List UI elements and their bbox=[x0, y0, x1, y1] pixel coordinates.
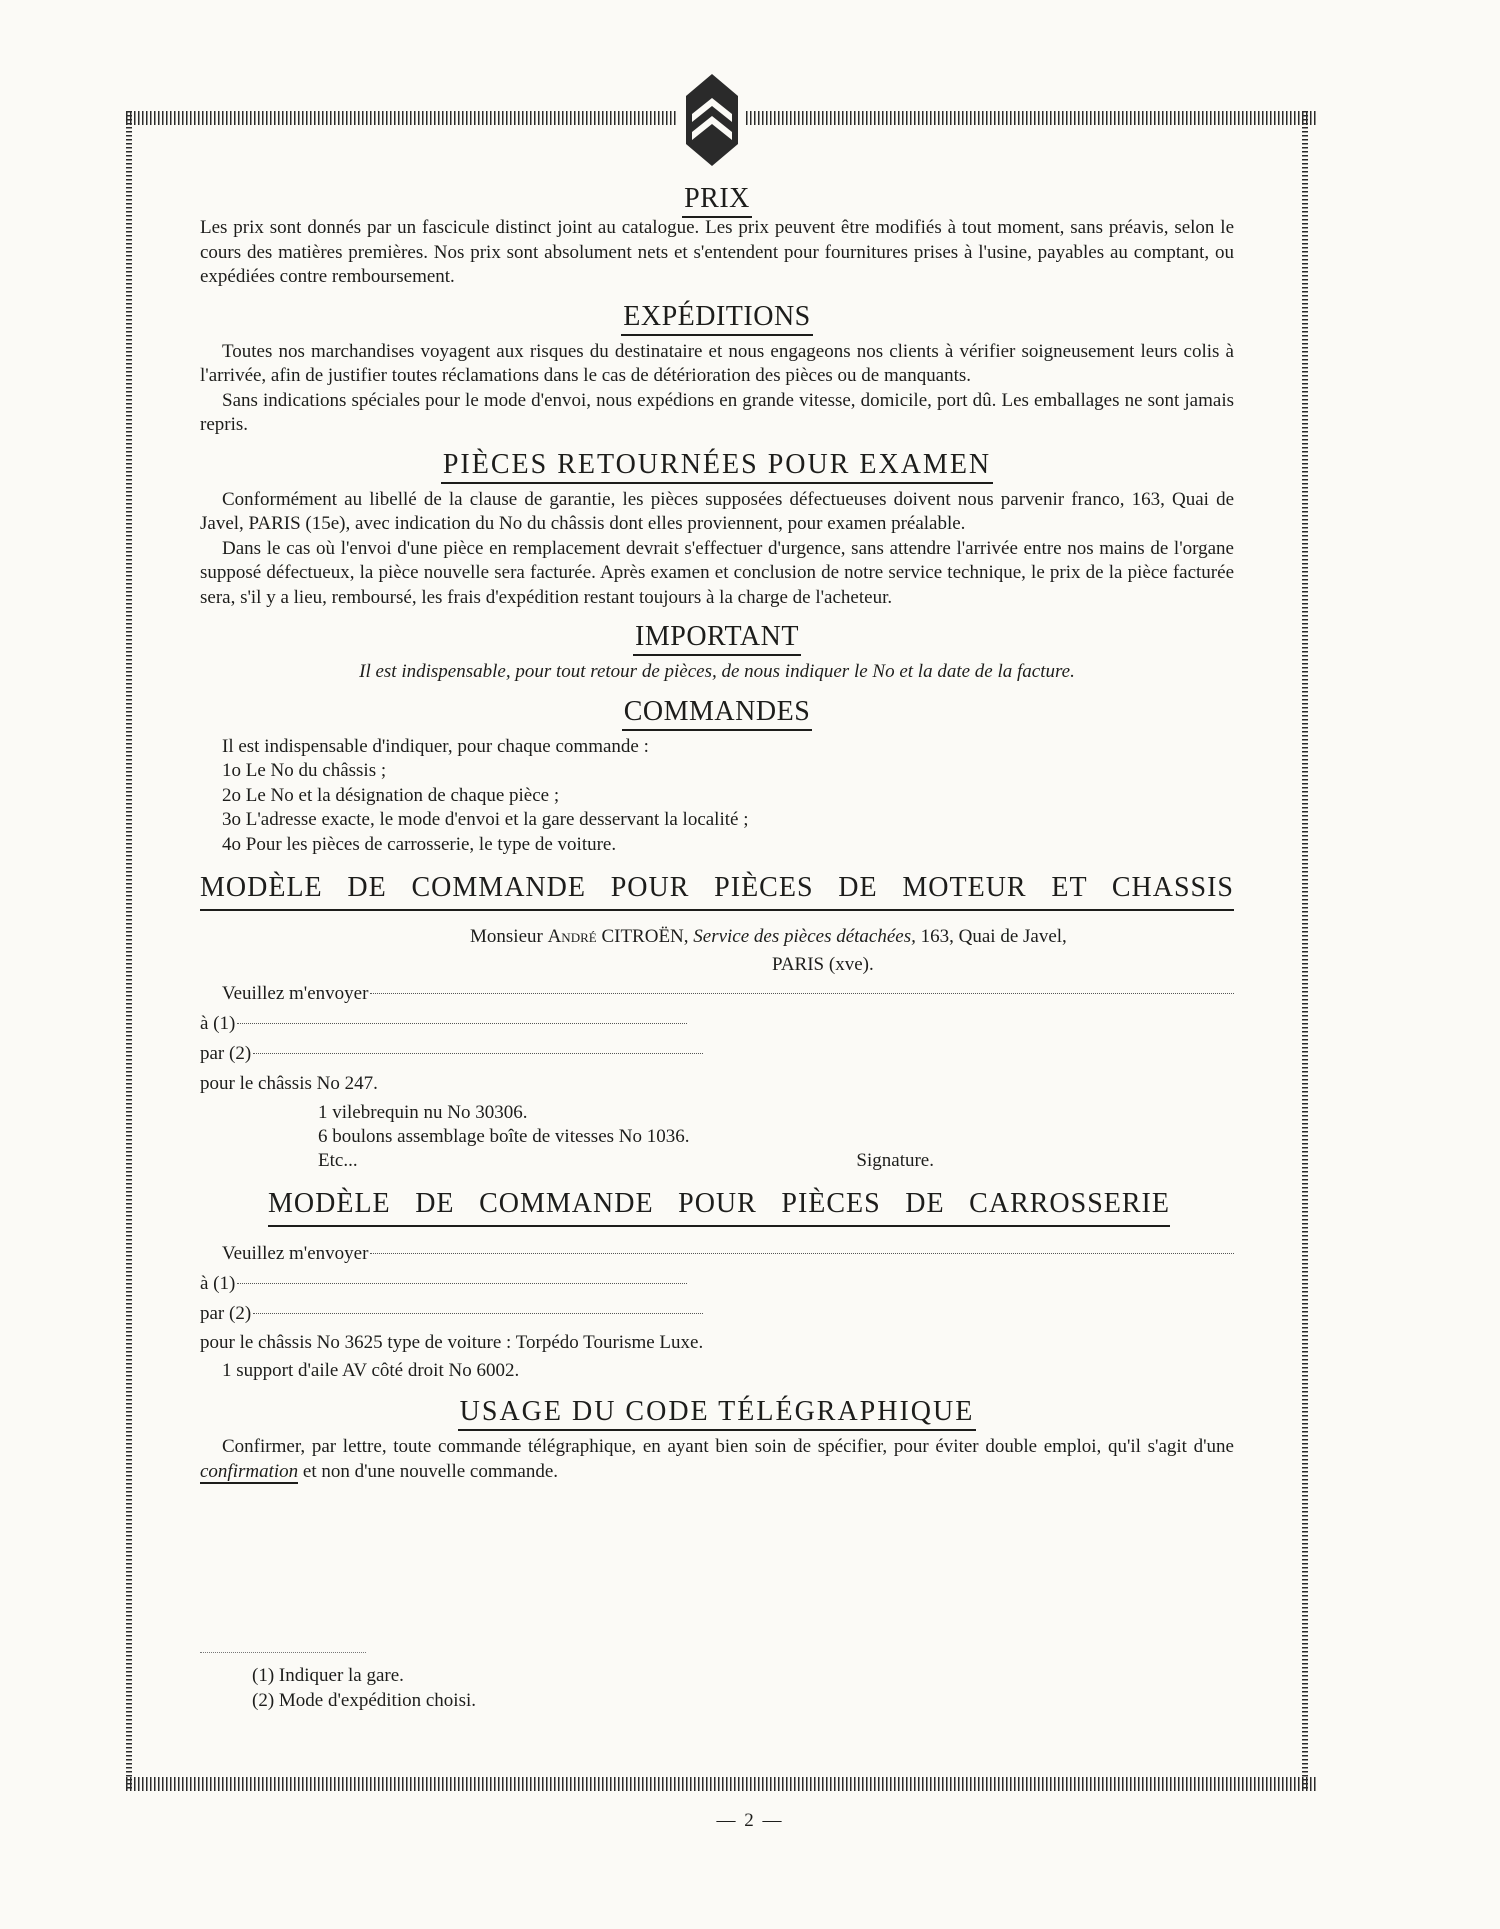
chassis-line: pour le châssis No 3625 type de voiture : Torpédo Tourisme Luxe. bbox=[200, 1332, 704, 1353]
page-number: — 2 — bbox=[716, 1810, 784, 1831]
heading-modele-moteur: MODÈLE DE COMMANDE POUR PIÈCES DE MOTEUR ET CHASSIS bbox=[200, 871, 1234, 911]
heading-modele-carrosserie: MODÈLE DE COMMANDE POUR PIÈCES DE CARROSSERIE bbox=[268, 1187, 1170, 1227]
expedition-field: par (2) bbox=[200, 1039, 1234, 1069]
gare-field: à (1) bbox=[200, 1009, 1234, 1039]
retour-text-2: Dans le cas où l'envoi d'une pièce en remplacement devrait s'effectuer d'urgence, sans attendre l'arrivée entre nos mains de l'organe supposé défectueux, la pièce nouvelle sera facturée. Après examen et conclusion de notre service technique, le prix de la pièce facturée sera, s'il y a lieu, remboursé, les frais d'expédition restant toujours à la charge de l'acheteur. bbox=[200, 537, 1234, 608]
commandes-intro: Il est indispensable d'indiquer, pour chaque commande : bbox=[222, 735, 649, 757]
heading-important: IMPORTANT bbox=[200, 620, 1234, 654]
important-text: Il est indispensable, pour tout retour de pièces, de nous indiquer le No et la date de la facture. bbox=[359, 661, 1075, 682]
list-item: 4o Pour les pièces de carrosserie, le type de voiture. bbox=[222, 833, 617, 855]
signature-label: Signature. bbox=[856, 1150, 934, 1171]
footnote: (2) Mode d'expédition choisi. bbox=[252, 1690, 476, 1711]
commandes-list bbox=[222, 759, 1234, 857]
list-item: 3o L'adresse exacte, le mode d'envoi et la gare desservant la localité ; bbox=[222, 809, 749, 830]
main-content bbox=[200, 182, 1234, 1484]
heading-code: USAGE DU CODE TÉLÉGRAPHIQUE bbox=[200, 1395, 1234, 1429]
expeditions-text-2: Sans indications spéciales pour le mode d'envoi, nous expédions en grande vitesse, domicile, port dû. Les emballages ne sont jamais repris. bbox=[200, 389, 1234, 435]
envoyer-field: Veuillez m'envoyer bbox=[222, 979, 1234, 1009]
heading-prix: PRIX bbox=[200, 182, 1234, 216]
right-border bbox=[1302, 111, 1308, 1791]
order-items: 1 vilebrequin nu No 30306. 6 boulons assemblage boîte de vitesses No 1036. Etc... Signature. bbox=[318, 1102, 934, 1171]
list-item: 1o Le No du châssis ; bbox=[222, 760, 387, 781]
chassis-line: pour le châssis No 247. bbox=[200, 1073, 378, 1094]
code-text: Confirmer, par lettre, toute commande télégraphique, en ayant bien soin de spécifier, pour éviter double emploi, qu'il s'agit d'une confirmation et non d'une nouvelle commande. bbox=[200, 1436, 1234, 1482]
bottom-border bbox=[126, 1777, 1318, 1791]
footnote: (1) Indiquer la gare. bbox=[252, 1665, 404, 1686]
retour-text-1: Conformément au libellé de la clause de garantie, les pièces supposées défectueuses doivent nous parvenir franco, 163, Quai de Javel, PARIS (15e), avec indication du No du châssis dont elles proviennent, pour examen préalable. bbox=[200, 488, 1234, 534]
order-item: 1 support d'aile AV côté droit No 6002. bbox=[222, 1360, 520, 1381]
address-block: Monsieur André CITROËN, Service des pièces détachées, 163, Quai de Javel, PARIS (xve). bbox=[470, 926, 1067, 975]
footnotes bbox=[200, 1652, 476, 1713]
prix-text: Les prix sont donnés par un fascicule distinct joint au catalogue. Les prix peuvent être modifiés à tout moment, sans préavis, selon le cours des matières premières. Nos prix sont absolument nets et s'entendent pour fournitures prises à l'usine, payables au comptant, ou expédiées contre remboursement. bbox=[200, 217, 1234, 287]
envoyer-field: Veuillez m'envoyer bbox=[222, 1239, 1234, 1269]
heading-retour: PIÈCES RETOURNÉES POUR EXAMEN bbox=[200, 448, 1234, 482]
heading-commandes: COMMANDES bbox=[200, 695, 1234, 729]
citroen-logo-icon bbox=[682, 72, 742, 168]
expedition-field: par (2) bbox=[200, 1299, 1234, 1329]
gare-field: à (1) bbox=[200, 1269, 1234, 1299]
footnote-rule bbox=[200, 1652, 366, 1653]
left-border bbox=[126, 111, 132, 1791]
list-item: 2o Le No et la désignation de chaque pièce ; bbox=[222, 784, 560, 806]
expeditions-text-1: Toutes nos marchandises voyagent aux risques du destinataire et nous engageons nos clients à vérifier soigneusement leurs colis à l'arrivée, afin de justifier toutes réclamations dans le cas de détérioration des pièces ou de manquants. bbox=[200, 340, 1234, 386]
heading-expeditions: EXPÉDITIONS bbox=[200, 300, 1234, 334]
